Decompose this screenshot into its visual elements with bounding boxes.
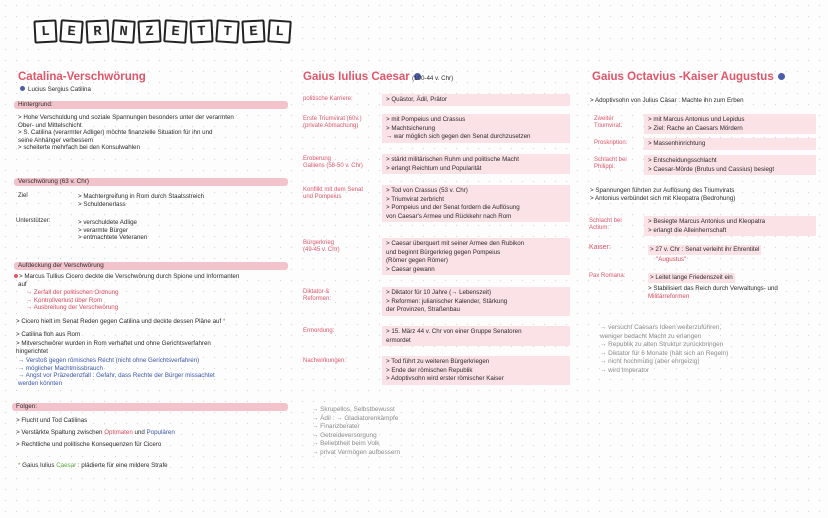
caesar-note-item: → Getreideversorgung [312,431,377,439]
hintergrund-list [18,114,234,152]
augustus-row-label [594,140,627,147]
kaiser-label: Kaiser: [589,244,611,251]
augustus-row-text [648,116,744,133]
aufdeckung-line-4b: hingerichtet [16,348,48,355]
caesar-row-label [303,289,331,303]
aufdeckung-bar: Aufdeckung der Verschwörung [14,262,288,270]
caesar-note-item: → Finanzberater [312,423,360,431]
augustus-row-label-line: Triumvirat: [594,123,623,130]
aufdeckung-line-2: > Cicero hielt im Senat Reden gegen Catilina und deckte dessen Pläne auf * [16,318,226,325]
caesar-footer-note: * Gaius Iulius Caesar : plädierte für eine mildere Strafe [18,462,168,469]
title-letter: L [33,19,57,43]
caesar-row-line: > mit Pompeius und Crassus [386,116,466,123]
caesar-row-line: > Adoptivsohn wird erster römischer Kaiser [386,375,504,383]
augustus-note-item: weniger bedacht Macht zu erlangen [600,332,702,340]
caesar-row-label [303,116,362,130]
title-letter: R [85,19,109,43]
caesar-row-line: (Römer gegen Römer) [386,257,448,265]
page-title [34,20,291,43]
unterstuetzer-item: > entmachtete Veteranen [78,234,148,242]
augustus-row-label-line: Schlacht bei [594,157,627,163]
aufdeckung-blue-list [18,357,215,387]
caesar-note-item: → Beliebtheit beim Volk [312,440,380,448]
caesar-row-line: > Ende der römischen Republik [386,366,473,374]
unterstuetzer-item: > verschuldete Adlige [78,219,137,226]
augustus-note-item: → Republik zu alten Struktur zurückbringen [600,341,724,349]
caesar-row-label [303,328,334,335]
caesar-row-line: > Tod von Crassus (53 v. Chr) [386,187,468,194]
title-letter: E [241,19,265,43]
caesar-row-label-line: Nachwirkungen: [303,358,347,364]
caesar-row-line: der Provinzen, Straßenbau [386,306,460,314]
caesar-row-label-line: (private Abmachung) [303,123,359,130]
pax-line-1: > Leitet lange Friedenszeit ein [650,274,733,281]
augustus-row-label [594,157,627,171]
hintergrund-item: seine Anhänger verbessern [18,136,94,144]
aufdeckung-line-1: > Marcus Tullius Cicero deckte die Verschwörung durch Spione und Informanten [14,273,239,281]
caesar-row-line: > Caesar gewann [386,265,435,273]
augustus-row-line: > Entscheidungsschlacht [648,157,717,164]
caesar-row-line: > Caesar überquert mit seiner Armee den Rubikon [386,240,525,247]
aufdeckung-blue-item: werden könnten [18,379,63,387]
caesar-row-line: > Triumvirat zerbricht [386,195,444,203]
adoptiv-line: > Adoptivsohn von Julius Cäsar : Machte ihn zum Erben [590,97,744,104]
caesar-row-text [386,358,504,384]
title-letter: L [267,19,292,44]
unterstuetzer-label: Unterstützer: [16,218,51,224]
caesar-row-line: > Pompeius und der Senat fordern die Auflösung [386,204,520,212]
augustus-row-line: > Ziel: Rache an Caesars Mördern [648,124,743,132]
title-letter: E [59,19,84,44]
caesar-row-line: > Quästor, Ädil, Prätor [386,96,448,103]
augustus-heading: Gaius Octavius -Kaiser Augustus [592,71,785,83]
caesar-heading: Gaius Iulius Caesar [303,71,421,83]
folgen-line-3: > Rechtliche und politische Konsequenzen für Cicero [16,441,162,448]
augustus-note-item: → nicht hochmütig (aber ehrgeizig) [600,358,700,366]
caesar-row-line: > Tod führt zu weiteren Bürgerkriegen [386,358,490,365]
actium-row-text [648,218,765,235]
caesar-row-label-line: politische Karriere: [303,96,353,102]
actium-row-line: > erlangt die Alleinherrschaft [648,226,727,234]
augustus-note-item: → wird Imperator [600,366,650,374]
aufdeckung-red-item: → Zerfall der politischen Ordnung [26,289,119,296]
pax-label: Pax Romana: [589,273,626,279]
pax-line-3: Militärreformen [648,293,690,300]
caesar-row-line: ermordet [386,336,411,344]
aufdeckung-blue-item: → Verstoß gegen römisches Recht (nicht ohne Gerichtsverfahren) [18,357,200,364]
aufdeckung-line-4: > Mitverschwörer wurden in Rom verhaftet und ohne Gerichtsverfahren [16,340,211,347]
aufdeckung-red-item: → Ausbreitung der Verschwörung [26,304,119,312]
augustus-row-text [648,157,774,174]
hintergrund-item: > Hohe Verschuldung und soziale Spannungen besonders unter der verarmten [18,114,234,121]
caesar-row-label-line: Erste Triumvirat (60v.) [303,116,362,122]
caesar-notes [312,406,400,458]
augustus-row-line: > Massenhinrichtung [648,140,706,147]
caesar-note-item: → Skrupellos, Selbstbewusst [312,406,395,413]
caesar-row-label [303,156,363,170]
caesar-row-line: > Reformen: julianischer Kalender, Stärkung [386,297,508,305]
actium-row-line: > Besiegte Marcus Antonius und Kleopatra [648,218,766,225]
caesar-row-label-line: Reformen: [303,296,332,303]
caesar-row-line: > erlangt Reichtum und Popularität [386,164,482,172]
ziel-label: Ziel [18,193,28,199]
aufdeckung-red-item: → Kontrollverlust über Rom [26,296,102,304]
actium-row-label [589,218,622,232]
unterstuetzer-item: > verarmte Bürger [78,226,129,234]
caesar-row-label-line: Eroberung [303,156,332,162]
caesar-row-text [386,328,522,345]
hintergrund-bar: Hintergrund: [14,101,288,109]
caesar-row-label-line: Galliens (58-50 v. Chr) [303,163,363,170]
caesar-row-text [386,116,530,142]
kaiser-line-2: "Augustus" [656,256,687,263]
caesar-row-text [386,240,524,274]
caesar-row-label-line: Bürgerkrieg [303,240,335,246]
ziel-list [78,193,204,208]
catilina-heading: Catalina-Verschwörung [18,71,146,83]
hintergrund-item: Ober- und Mittelschicht [18,121,82,129]
spannungen-item: > Antonius verbündet sich mit Kleopatra (Bedrohung) [590,194,736,202]
title-letter: N [111,19,136,44]
augustus-row-label-line: Zweiter [594,116,614,122]
hintergrund-item: > S. Catilina (verarmter Adliger) möchte finanzielle Situation für ihn und [18,129,213,137]
caesar-row-line: → war möglich sich gegen den Senat durchzusetzen [386,133,531,141]
aufdeckung-line-1b: auf [18,281,27,288]
caesar-row-label-line: Diktator & [303,289,330,295]
caesar-row-label-line: Ermordung: [303,328,335,334]
kaiser-line-1: > 27 v. Chr : Senat verleiht ihr Ehrentitel [650,246,760,253]
caesar-row-line: > 15. März 44 v. Chr von einer Gruppe Senatoren [386,328,522,335]
caesar-row-line: > stärkt militärischen Ruhm und politische Macht [386,156,519,163]
actium-row-label-line: Schlacht bei [589,218,622,224]
catilina-subtitle: Lucius Sergius Catilina [20,86,91,94]
augustus-notes [600,324,728,376]
caesar-row-label-line: (49-45 v. Chr) [303,247,340,254]
title-letter: E [163,19,188,44]
augustus-row-text [648,140,705,149]
caesar-row-text [386,289,507,315]
aufdeckung-blue-item: → möglicher Machtmissbrauch [18,364,103,372]
unterstuetzer-list [78,219,147,242]
augustus-note-item: → versucht Caesars Ideen weiterzuführen, [600,324,722,331]
augustus-note-item: → Diktator für 6 Monate (hält sich an Regeln) [600,349,729,357]
caesar-row-label [303,96,353,103]
ziel-item: > Schuldenerlass [78,200,126,208]
folgen-line-1: > Flucht und Tod Catilinas [16,417,88,424]
augustus-dot-icon [778,73,785,80]
caesar-row-text [386,187,520,221]
caesar-row-line: > Diktator für 10 Jahre (→ Lebenszeit) [386,289,492,296]
caesar-row-line: > Machtsicherung [386,124,436,132]
ziel-item: > Machtergreifung in Rom durch Staatsstreich [78,193,205,200]
caesar-note-item: → Ädil : → Gladiatorenkämpfe [312,414,399,422]
caesar-row-line: von Caesar's Armee und Rückkehr nach Rom [386,212,512,220]
augustus-row-label-line: Philippi: [594,164,616,171]
verschwoerung-bar: Verschwörung (63 v. Chr) [14,178,288,186]
augustus-row-label [594,116,622,130]
aufdeckung-line-3: > Catilina floh aus Rom [16,331,81,338]
title-letter: Z [137,19,161,43]
caesar-row-label [303,358,346,365]
caesar-row-label-line: Konflikt mit dem Senat [303,187,364,193]
augustus-row-line: > mit Marcus Antonius und Lepidus [648,116,745,123]
folgen-line-2: > Verstärkte Spaltung zwischen Optimaten und Populären [16,429,175,436]
spannungen-item: > Spannungen führten zur Auflösung des Triumvirats [590,187,735,194]
caesar-row-line: und beginnt Bürgerkrieg gegen Pompeius [386,248,501,256]
title-letter: T [189,19,213,43]
folgen-bar: Folgen: [12,403,288,411]
caesar-row-text [386,156,519,173]
title-letter: T [215,19,240,44]
spannungen-list [590,187,735,202]
hintergrund-item: > scheiterte mehrfach bei den Konsulwahlen [18,144,140,152]
caesar-row-label [303,240,340,254]
caesar-row-text [386,96,447,105]
caesar-row-label [303,187,363,201]
caesar-row-label-line: und Pompeius [303,194,342,201]
caesar-dates: (100-44 v. Chr) [412,75,454,82]
aufdeckung-blue-item: → Angst vor Präzedenzfall : Gefahr, dass Rechte der Bürger missachtet [18,372,215,380]
actium-row-label-line: Actium: [589,225,610,232]
aufdeckung-red-list [26,289,119,312]
augustus-row-line: > Caesar-Mörde (Brutus und Cassius) besiegt [648,165,775,173]
augustus-row-label-line: Proskription: [594,140,628,146]
pax-line-2: > Stabilisiert das Reich durch Verwaltungs- und [648,285,778,292]
caesar-note-item: → privat Vermögen aufbessern [312,448,401,456]
